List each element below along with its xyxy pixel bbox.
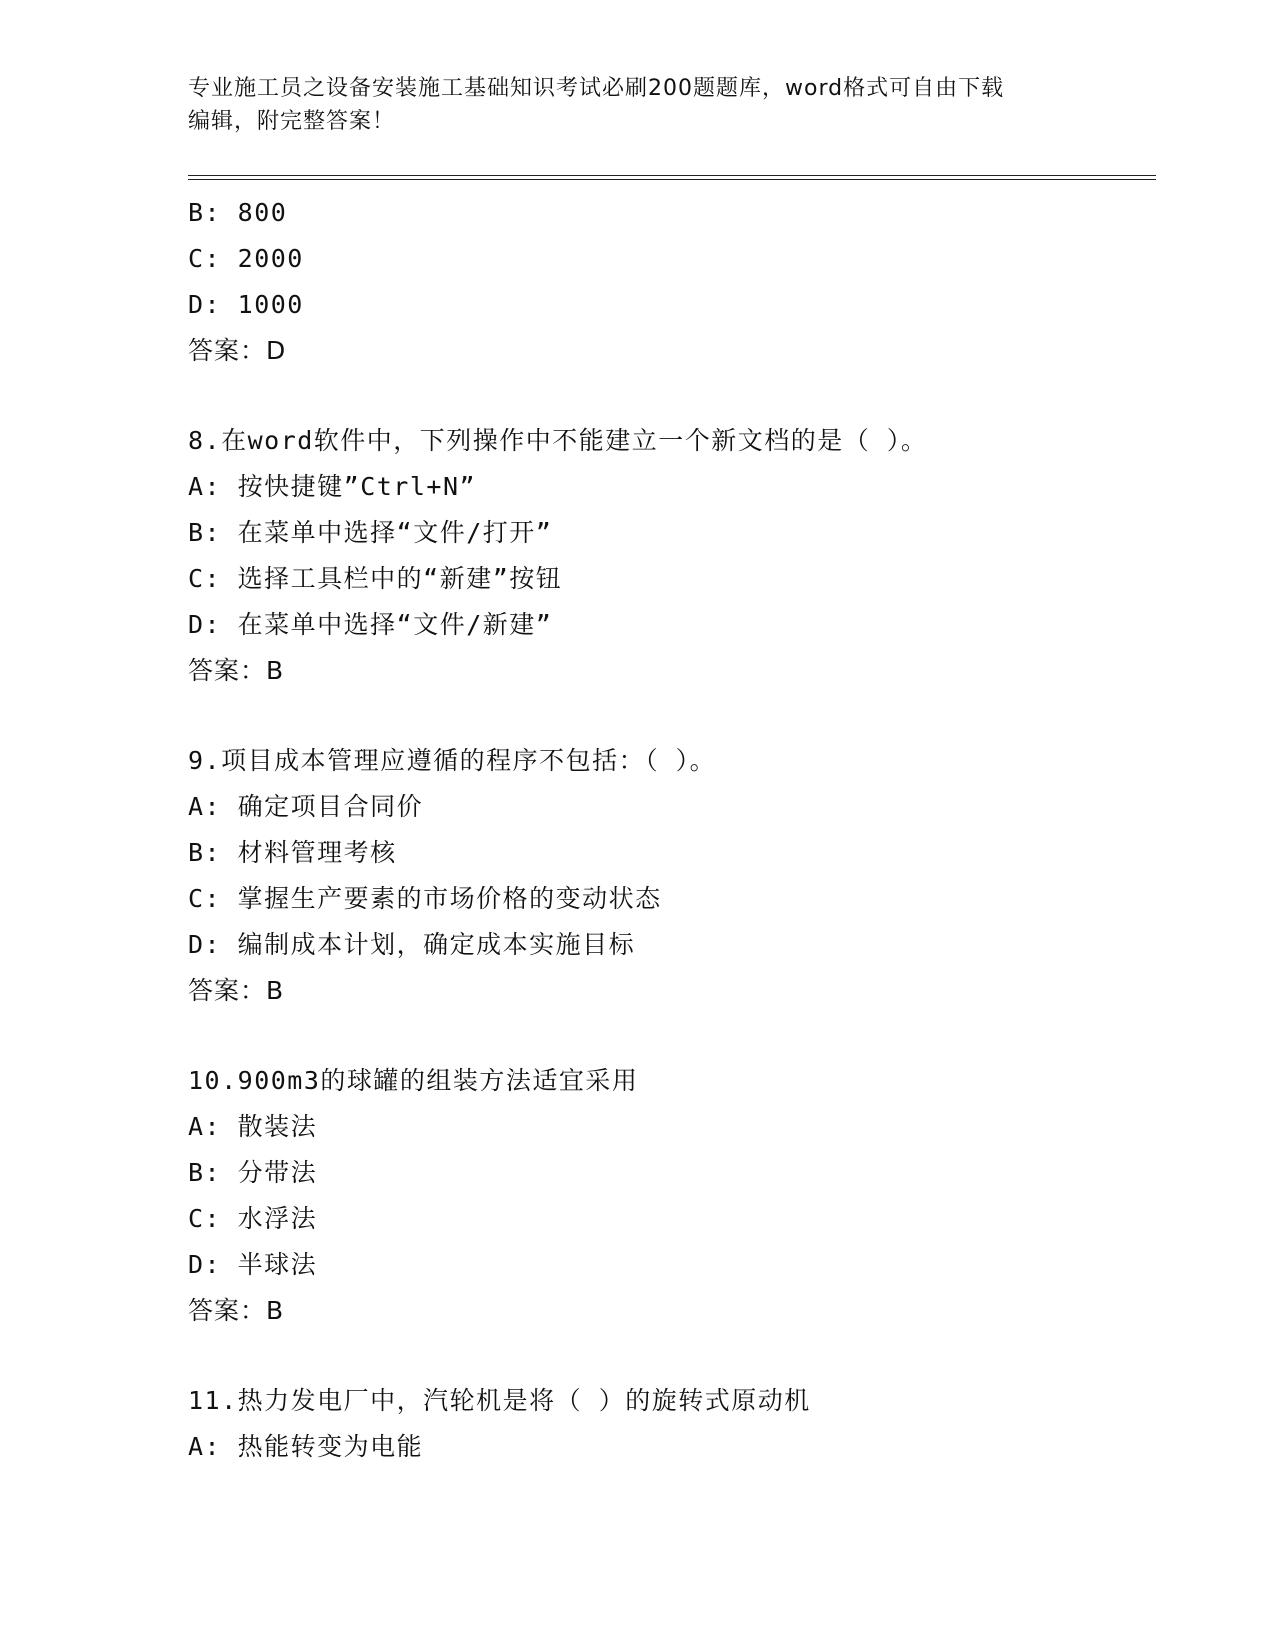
option-a: A: 确定项目合同价 <box>188 792 424 821</box>
question-block <box>188 190 1156 374</box>
option-a: A: 热能转变为电能 <box>188 1432 424 1461</box>
option-b: B: 在菜单中选择“文件/打开” <box>188 518 553 547</box>
option-c: C: 水浮法 <box>188 1204 318 1233</box>
question-block <box>188 738 1156 1014</box>
question-block <box>188 1378 1156 1470</box>
option-b: B: 分带法 <box>188 1158 318 1187</box>
answer-line: 答案：B <box>188 656 285 685</box>
answer-line: 答案：D <box>188 336 287 365</box>
option-a: A: 按快捷键”Ctrl+N” <box>188 472 477 501</box>
question-block <box>188 418 1156 694</box>
option-c: C: 2000 <box>188 244 304 273</box>
option-d: D: 半球法 <box>188 1250 318 1279</box>
header-line-2: 编辑，附完整答案！ <box>188 109 396 134</box>
question-text: 10.900m3的球罐的组装方法适宜采用 <box>188 1066 639 1095</box>
question-text: 9.项目成本管理应遵循的程序不包括：（ ）。 <box>188 746 717 775</box>
option-d: D: 在菜单中选择“文件/新建” <box>188 610 553 639</box>
header-rule-bottom <box>188 179 1156 180</box>
header-rule-top <box>188 175 1156 176</box>
option-b: B: 材料管理考核 <box>188 838 397 867</box>
option-b: B: 800 <box>188 198 288 227</box>
question-text: 8.在word软件中，下列操作中不能建立一个新文档的是（ ）。 <box>188 426 928 455</box>
option-d: D: 编制成本计划，确定成本实施目标 <box>188 930 636 959</box>
question-text: 11.热力发电厂中，汽轮机是将（ ）的旋转式原动机 <box>188 1386 811 1415</box>
option-a: A: 散装法 <box>188 1112 318 1141</box>
question-block <box>188 1058 1156 1334</box>
option-d: D: 1000 <box>188 290 304 319</box>
document-header <box>188 72 1088 138</box>
answer-line: 答案：B <box>188 976 285 1005</box>
question-list <box>188 190 1156 1470</box>
header-line-1: 专业施工员之设备安装施工基础知识考试必刷200题题库，word格式可自由下载 <box>188 76 1005 101</box>
option-c: C: 掌握生产要素的市场价格的变动状态 <box>188 884 662 913</box>
option-c: C: 选择工具栏中的“新建”按钮 <box>188 564 563 593</box>
answer-line: 答案：B <box>188 1296 285 1325</box>
